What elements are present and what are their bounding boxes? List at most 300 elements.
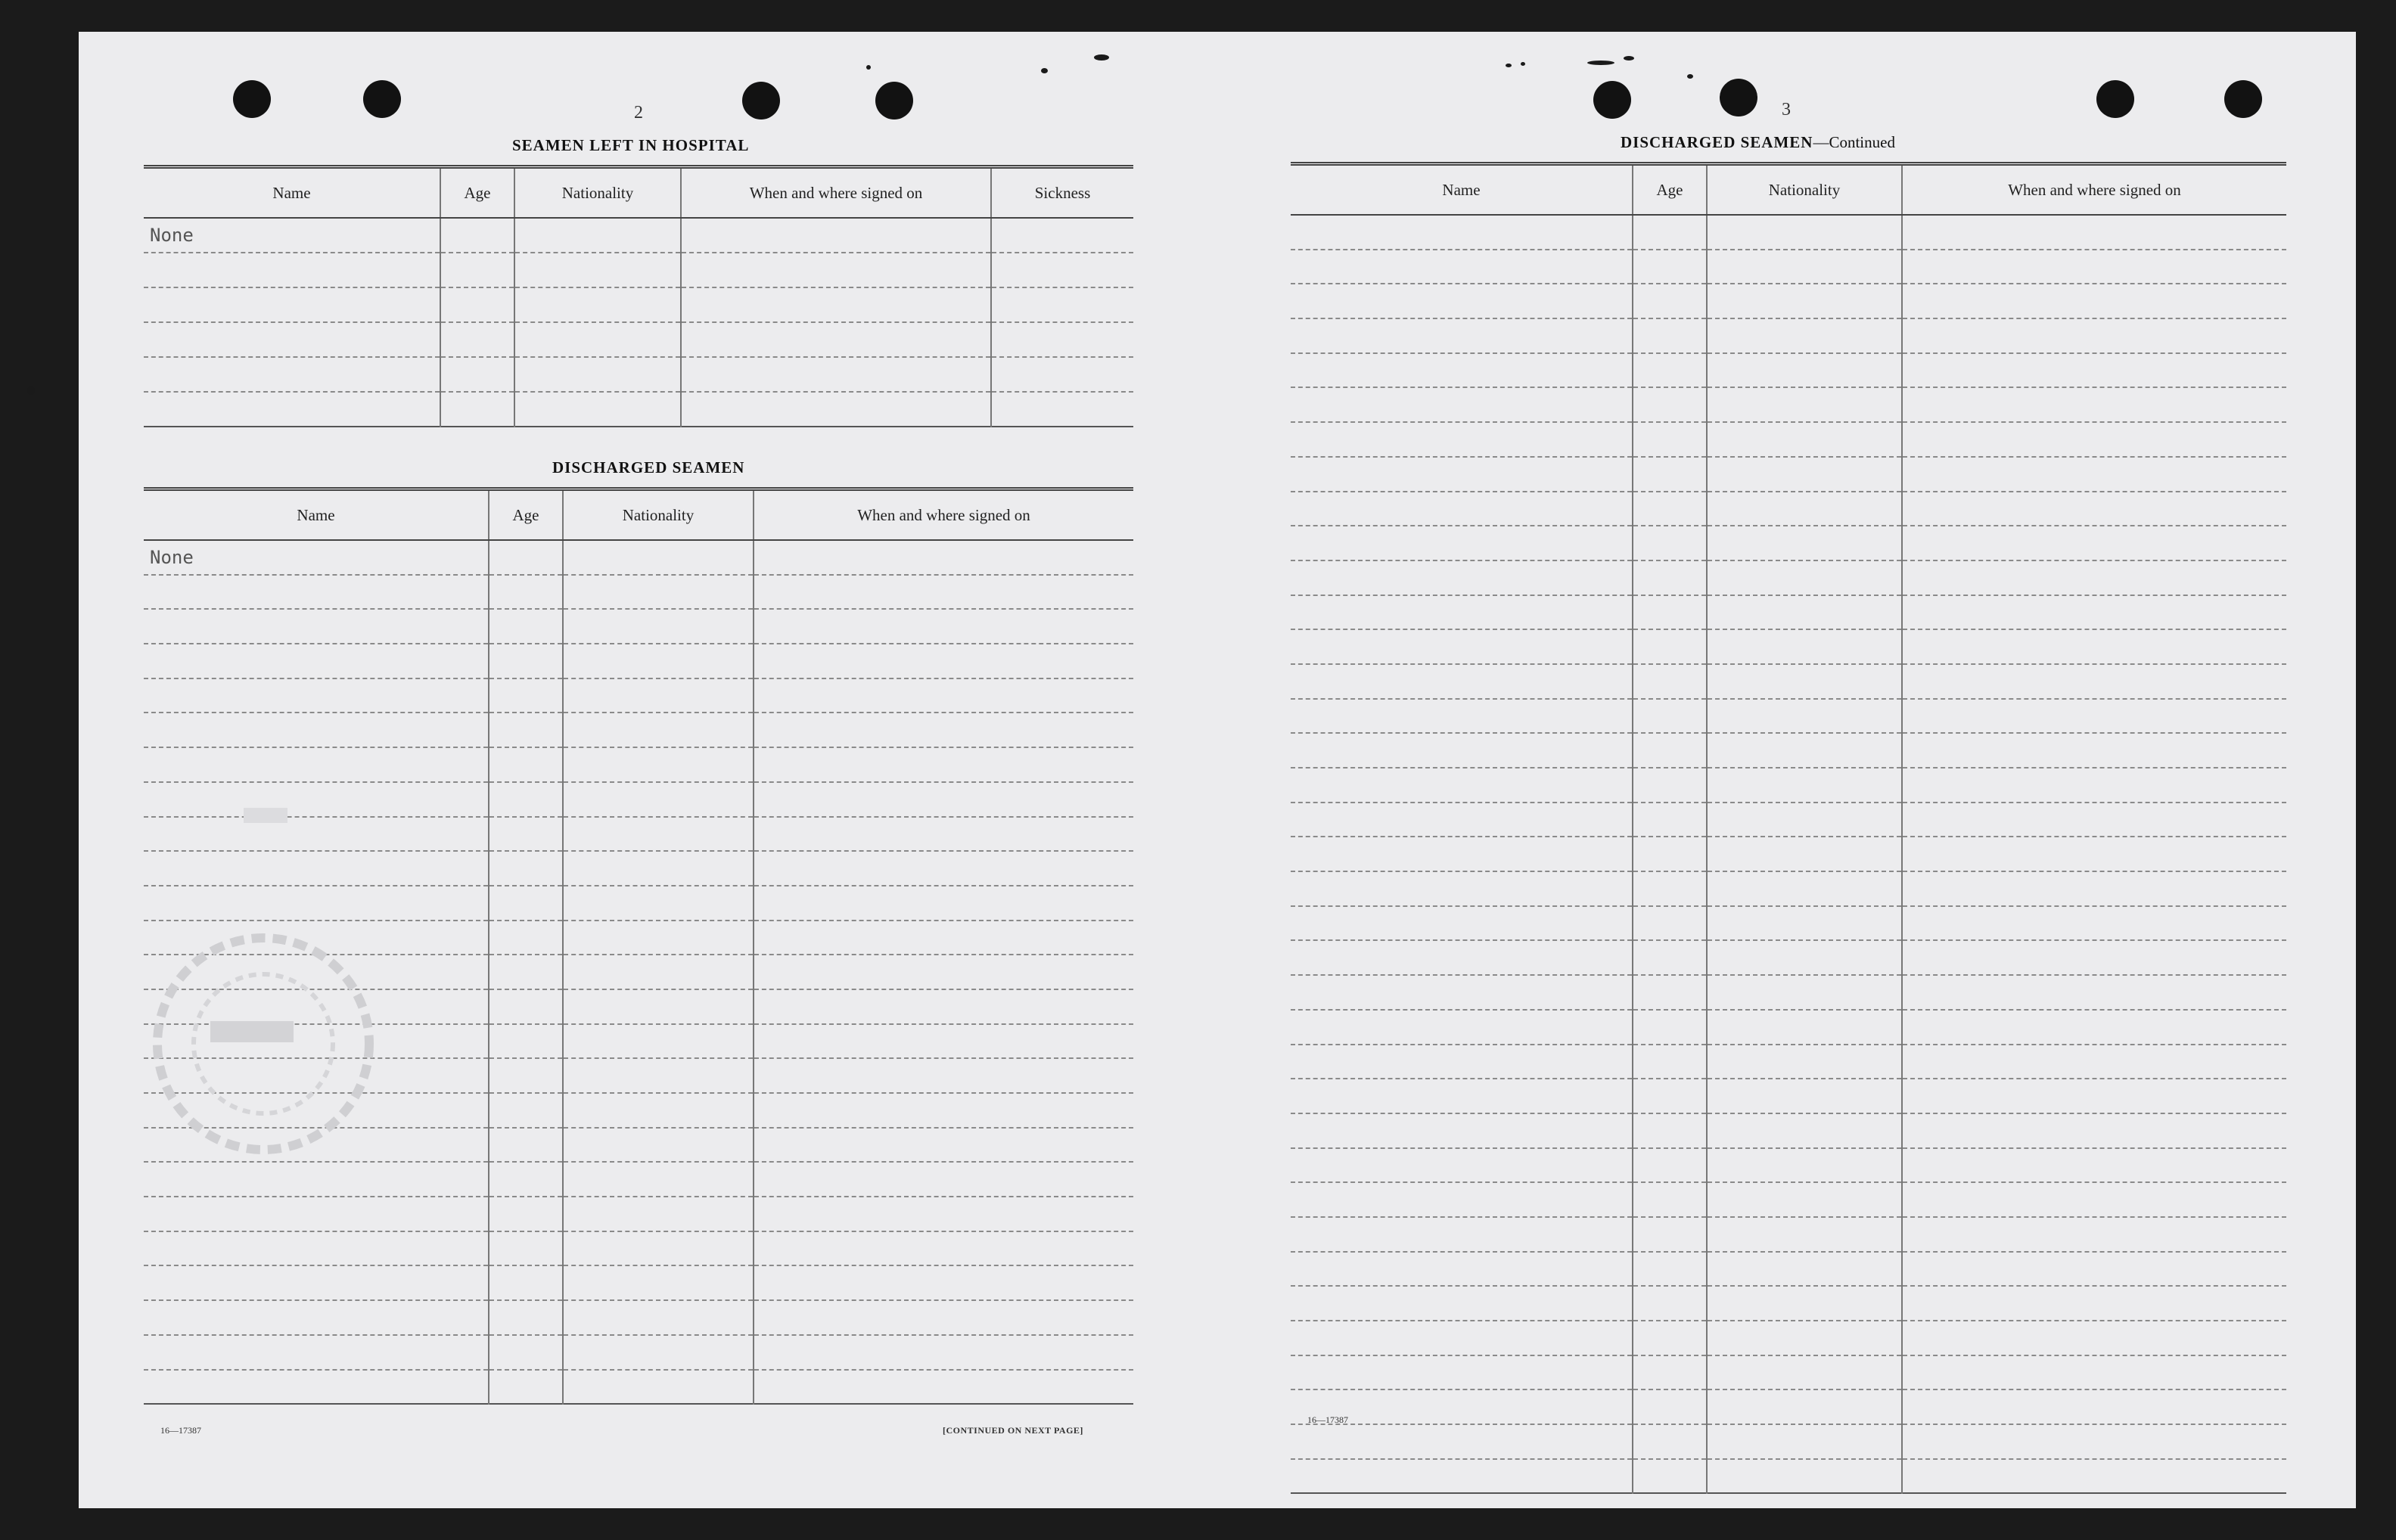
table-cell [1707,940,1902,975]
table-cell [1707,906,1902,941]
table-cell [991,392,1133,427]
table-cell [514,253,681,287]
table-cell [563,851,754,886]
table-row [144,287,1133,322]
table-row [1291,1217,2286,1252]
table-row [1291,1286,2286,1321]
table-cell [1902,526,2286,560]
form-number: 16—17387 [1307,1414,1348,1425]
table-cell [1902,1252,2286,1287]
table-cell [144,713,489,747]
table-cell [991,322,1133,357]
table-row [144,678,1133,713]
table-row [144,1162,1133,1197]
section-title-suffix: —Continued [1813,133,1895,151]
table-cell [1902,492,2286,526]
table-cell [563,989,754,1024]
table-cell [489,1093,563,1128]
table-row [1291,1355,2286,1390]
table-cell [1633,664,1707,699]
table-cell [1633,975,1707,1010]
table-cell [754,1370,1133,1405]
table-cell [144,782,489,817]
scan-speck [866,65,871,70]
table-row [1291,837,2286,871]
table-cell [1633,1459,1707,1494]
hospital-table [144,165,1133,427]
table-cell [489,1128,563,1163]
table-cell [144,575,489,610]
table-cell [1902,284,2286,318]
column-header: Age [440,167,514,219]
table-cell [754,989,1133,1024]
table-row [1291,1182,2286,1217]
table-cell [1902,560,2286,595]
section-title-discharged-continued [1621,133,1895,152]
table-cell [489,540,563,575]
table-row [144,817,1133,852]
table-cell [754,644,1133,678]
table-cell: None [144,540,489,575]
table-cell [1291,318,1633,353]
table-cell [1291,664,1633,699]
table-cell [1291,1079,1633,1113]
table-row [1291,526,2286,560]
table-cell [681,253,991,287]
table-cell [1902,1321,2286,1355]
table-cell [489,1300,563,1335]
table-cell [754,886,1133,921]
table-cell [563,1231,754,1266]
table-cell [1633,871,1707,906]
table-cell [489,1197,563,1231]
table-cell [563,1024,754,1059]
table-cell [754,713,1133,747]
table-cell [563,921,754,955]
table-cell [1902,975,2286,1010]
table-cell [1633,837,1707,871]
table-cell [1902,733,2286,768]
table-cell [1707,1217,1902,1252]
table-cell [1633,1217,1707,1252]
table-cell [1291,629,1633,664]
table-cell [754,1300,1133,1335]
table-cell [440,287,514,322]
table-cell [563,1058,754,1093]
table-row [1291,215,2286,250]
table-cell [1291,215,1633,250]
table-cell [1707,1113,1902,1148]
table-cell [489,989,563,1024]
continued-note: [CONTINUED ON NEXT PAGE] [943,1425,1083,1436]
table-cell [1707,1148,1902,1183]
page-number: 3 [1782,100,1791,120]
table-cell [563,1370,754,1405]
table-cell [1902,1182,2286,1217]
table-cell [754,955,1133,989]
table-cell [514,357,681,392]
punch-hole-icon [1593,81,1631,119]
table-cell [1902,1459,2286,1494]
table-cell [144,357,440,392]
table-cell [754,1024,1133,1059]
table-cell [1633,284,1707,318]
table-cell [489,817,563,852]
table-cell [1291,803,1633,837]
table-cell [1633,1286,1707,1321]
table-cell [563,678,754,713]
punch-hole-icon [363,80,401,118]
table-row [144,713,1133,747]
table-row [1291,1459,2286,1494]
table-cell [1902,768,2286,803]
table-cell [1291,284,1633,318]
table-cell [1633,387,1707,422]
table-cell [754,678,1133,713]
table-cell [1902,664,2286,699]
table-cell [144,644,489,678]
table-row [144,644,1133,678]
table-row [1291,1321,2286,1355]
faded-mark [244,808,287,823]
table-header-row [144,167,1133,219]
table-cell [754,1197,1133,1231]
table-cell [1707,699,1902,734]
table-cell [754,1231,1133,1266]
table-cell [1902,318,2286,353]
table-cell [144,817,489,852]
table-cell [1707,318,1902,353]
table-cell [1633,699,1707,734]
table-cell [489,1370,563,1405]
table-cell [681,392,991,427]
table-cell: None [144,218,440,253]
table-cell [489,782,563,817]
table-cell [563,1265,754,1300]
table-cell [489,886,563,921]
punch-hole-icon [2096,80,2134,118]
table-row [1291,1389,2286,1424]
column-header: Age [489,489,563,541]
table-cell [1291,422,1633,457]
table-cell [1902,1355,2286,1390]
table-cell [1707,560,1902,595]
table-cell [1902,422,2286,457]
table-row [1291,492,2286,526]
table-cell [563,1128,754,1163]
table-cell [563,817,754,852]
column-header: Age [1633,164,1707,216]
table-cell [1291,1424,1633,1459]
table-cell [1902,1045,2286,1079]
table-cell [144,1370,489,1405]
table-cell [563,747,754,782]
table-cell [514,322,681,357]
table-cell [1902,1113,2286,1148]
table-cell [563,955,754,989]
table-cell [1902,871,2286,906]
table-header-row [1291,164,2286,216]
table-cell [440,392,514,427]
table-cell [1291,1217,1633,1252]
table-row [144,886,1133,921]
table-cell [754,575,1133,610]
table-cell [144,1300,489,1335]
table-row [1291,733,2286,768]
table-cell [144,678,489,713]
table-row [1291,1113,2286,1148]
table-cell [681,287,991,322]
table-cell [1291,1148,1633,1183]
table-cell [1291,1113,1633,1148]
table-cell [681,357,991,392]
table-cell [1707,457,1902,492]
punch-hole-icon [875,82,913,120]
table-cell [489,644,563,678]
table-cell [1707,837,1902,871]
table-cell [489,851,563,886]
table-cell [1633,250,1707,284]
table-cell [1902,353,2286,388]
table-cell [563,540,754,575]
table-cell [991,287,1133,322]
table-cell [1633,457,1707,492]
table-cell [440,218,514,253]
table-cell [754,817,1133,852]
table-row [1291,422,2286,457]
table-cell [1902,215,2286,250]
table-row [1291,353,2286,388]
table-cell [1633,1079,1707,1113]
table-cell [144,1162,489,1197]
table-cell [1291,1459,1633,1494]
table-cell [1707,387,1902,422]
table-row [144,1335,1133,1370]
table-cell [440,253,514,287]
table-cell [1291,906,1633,941]
column-header: Nationality [563,489,754,541]
table-cell [681,218,991,253]
table-cell [1633,906,1707,941]
table-cell [489,1058,563,1093]
table-cell [1633,595,1707,630]
table-row [144,322,1133,357]
scan-speck [1041,68,1048,73]
table-cell [1633,803,1707,837]
table-cell [489,1231,563,1266]
scan-speck [1094,54,1109,61]
table-cell [1707,975,1902,1010]
table-row [144,540,1133,575]
table-cell [1707,1459,1902,1494]
table-row [144,747,1133,782]
table-cell [1707,353,1902,388]
table-cell [991,218,1133,253]
table-cell [1902,699,2286,734]
table-cell [1707,1079,1902,1113]
table-cell [1902,1424,2286,1459]
table-cell [1291,1045,1633,1079]
table-cell [563,1335,754,1370]
table-cell [563,644,754,678]
table-cell [1291,699,1633,734]
table-row [1291,906,2286,941]
table-cell [1291,560,1633,595]
table-row [144,218,1133,253]
table-row [144,609,1133,644]
table-cell [489,609,563,644]
table-cell [1707,1389,1902,1424]
scan-speck [1587,61,1614,65]
table-cell [144,1231,489,1266]
table-cell [754,921,1133,955]
table-cell [1902,906,2286,941]
table-cell [1633,768,1707,803]
table-cell [1707,1182,1902,1217]
table-cell [754,851,1133,886]
table-row [1291,284,2286,318]
scan-speck [27,386,35,395]
table-cell [1902,940,2286,975]
table-cell [1633,1252,1707,1287]
table-row [1291,1252,2286,1287]
table-cell [1291,975,1633,1010]
table-cell [1633,1355,1707,1390]
scan-speck [1506,64,1512,67]
table-cell [489,678,563,713]
punch-hole-icon [1720,79,1757,116]
table-cell [1707,1010,1902,1045]
table-cell [563,1197,754,1231]
table-cell [1902,1286,2286,1321]
table-cell [563,609,754,644]
table-cell [1707,803,1902,837]
table-cell [1633,1321,1707,1355]
table-cell [754,1058,1133,1093]
table-cell [1902,1217,2286,1252]
table-cell [489,1024,563,1059]
table-cell [144,851,489,886]
table-cell [1707,1286,1902,1321]
table-row [1291,595,2286,630]
table-cell [440,322,514,357]
table-row [144,1231,1133,1266]
table-cell [1633,1045,1707,1079]
table-row [144,357,1133,392]
table-cell [1291,353,1633,388]
table-row [1291,318,2286,353]
table-cell [1707,1252,1902,1287]
table-cell [1633,215,1707,250]
table-row [1291,940,2286,975]
table-cell [1633,733,1707,768]
table-cell [1291,1321,1633,1355]
table-cell [144,1335,489,1370]
table-cell [1633,940,1707,975]
table-cell [144,322,440,357]
table-cell [144,253,440,287]
table-cell [1291,1355,1633,1390]
table-cell [1633,492,1707,526]
table-row [1291,1079,2286,1113]
table-cell [754,782,1133,817]
table-cell [563,886,754,921]
table-cell [754,1265,1133,1300]
table-row [1291,250,2286,284]
table-cell [1633,560,1707,595]
table-cell [1707,595,1902,630]
table-cell [681,322,991,357]
table-row [144,782,1133,817]
table-row [1291,629,2286,664]
table-cell [1291,595,1633,630]
table-cell [563,782,754,817]
table-cell [1902,837,2286,871]
table-cell [1291,1182,1633,1217]
table-cell [1291,940,1633,975]
table-cell [754,1162,1133,1197]
table-cell [563,1300,754,1335]
section-title-discharged: DISCHARGED SEAMEN [552,458,745,477]
table-row [1291,664,2286,699]
scan-speck [1687,74,1693,79]
table-cell [1291,250,1633,284]
table-row [1291,1424,2286,1459]
table-cell [991,357,1133,392]
table-cell [1902,1010,2286,1045]
table-cell [1707,492,1902,526]
table-cell [1707,284,1902,318]
table-cell [514,218,681,253]
table-cell [1707,1321,1902,1355]
table-row [144,851,1133,886]
table-cell [144,609,489,644]
table-cell [1707,629,1902,664]
table-cell [1291,768,1633,803]
table-cell [1902,387,2286,422]
table-cell [1633,1424,1707,1459]
table-cell [1707,215,1902,250]
table-cell [1707,733,1902,768]
table-cell [1707,871,1902,906]
table-cell [1633,422,1707,457]
table-row [1291,1010,2286,1045]
table-cell [563,713,754,747]
table-cell [1633,526,1707,560]
column-header: Sickness [991,167,1133,219]
table-cell [1707,526,1902,560]
table-cell [514,392,681,427]
table-cell [144,1265,489,1300]
column-header: Name [144,489,489,541]
table-cell [1707,1424,1902,1459]
table-row [1291,768,2286,803]
column-header: When and where signed on [681,167,991,219]
table-cell [1707,1355,1902,1390]
table-row [1291,871,2286,906]
table-cell [754,609,1133,644]
table-cell [1707,664,1902,699]
table-cell [1291,387,1633,422]
table-cell [1633,1182,1707,1217]
table-cell [144,392,440,427]
table-cell [1707,422,1902,457]
punch-hole-icon [2224,80,2262,118]
table-row [144,575,1133,610]
faded-stamp [150,930,384,1165]
table-cell [1633,1113,1707,1148]
table-row [1291,1045,2286,1079]
